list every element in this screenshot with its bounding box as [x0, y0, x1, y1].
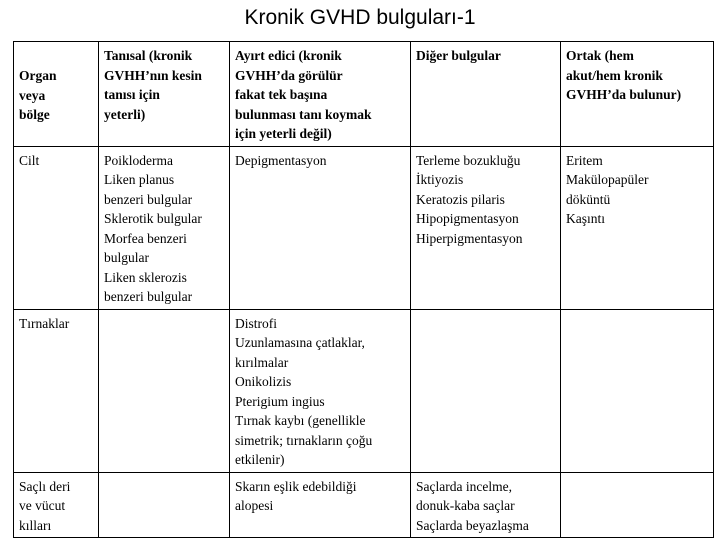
- cell-text-line: etkilenir): [235, 452, 285, 467]
- header-row-common-cell: [561, 42, 714, 147]
- row-nails-diagnostic-cell: [99, 309, 230, 472]
- cell-text-line: Hiperpigmentasyon: [416, 230, 523, 246]
- cell-text-line: Ayırt edici (kronik: [235, 48, 342, 63]
- row-nails-distinctive-cell: [230, 309, 411, 472]
- cell-text-line: Saçlı deri: [19, 478, 71, 494]
- row-nails: [14, 309, 714, 472]
- cell-text-line: benzeri bulgular: [104, 289, 193, 304]
- cell-text-line: İktiyozis: [416, 172, 464, 187]
- cell-text-line: Tırnaklar: [19, 315, 70, 331]
- row-hair-other-cell: [411, 472, 561, 538]
- cell-text-line: Uzunlamasına çatlaklar,: [235, 335, 365, 350]
- cell-text-line: GVHH’da görülür: [235, 67, 343, 83]
- cell-text-line: Eritem: [566, 152, 603, 168]
- cell-text-line: bölge: [19, 107, 50, 122]
- row-nails-organ-cell: [14, 309, 99, 472]
- header-row: [14, 42, 714, 147]
- cell-text-line: kırılmalar: [235, 354, 289, 370]
- header-row-distinctive-cell: [230, 42, 411, 147]
- cell-text-line: Sklerotik bulgular: [104, 211, 202, 226]
- cell-text-line: bulunması tanı koymak: [235, 106, 372, 122]
- cell-text-line: akut/hem kronik: [566, 67, 663, 83]
- cell-text-line: Organ: [19, 68, 57, 83]
- row-skin: [14, 146, 714, 309]
- cell-text-line: Saçlarda beyazlaşma: [416, 517, 529, 533]
- row-nails-common-cell: [561, 309, 714, 472]
- cell-text-line: Tanısal (kronik: [104, 48, 193, 63]
- cell-text-line: ve vücut: [19, 498, 66, 513]
- cell-text-line: alopesi: [235, 498, 274, 513]
- slide-title: Kronik GVHD bulguları-1: [244, 6, 476, 29]
- cell-text-line: Poikloderma: [104, 152, 173, 168]
- cell-text-line: Distrofi: [235, 315, 277, 331]
- header-row-diagnostic-cell: [99, 42, 230, 147]
- cell-text-line: Diğer bulgular: [416, 48, 501, 63]
- row-hair-organ-cell: [14, 472, 99, 538]
- cell-text-line: Depigmentasyon: [235, 152, 327, 168]
- row-nails-other-cell: [411, 309, 561, 472]
- gvhd-findings-table: [13, 41, 714, 538]
- cell-text-line: Cilt: [19, 152, 40, 168]
- cell-text-line: Tırnak kaybı (genellikle: [235, 413, 366, 428]
- cell-text-line: Kaşıntı: [566, 211, 605, 226]
- cell-text-line: bulgular: [104, 250, 149, 265]
- row-skin-common-cell: [561, 146, 714, 309]
- cell-text-line: Morfea benzeri: [104, 230, 187, 246]
- cell-text-line: Saçlarda incelme,: [416, 478, 512, 494]
- cell-text-line: kılları: [19, 517, 52, 533]
- cell-text-line: Onikolizis: [235, 374, 292, 389]
- cell-text-line: Pterigium ingius: [235, 393, 325, 409]
- row-skin-diagnostic-cell: [99, 146, 230, 309]
- row-skin-other-cell: [411, 146, 561, 309]
- row-hair-distinctive-cell: [230, 472, 411, 538]
- cell-text-line: veya: [19, 87, 46, 103]
- header-row-organ-cell: [14, 42, 99, 147]
- cell-text-line: Liken planus: [104, 172, 175, 187]
- row-skin-distinctive-cell: [230, 146, 411, 309]
- cell-text-line: GVHH’da bulunur): [566, 87, 682, 102]
- cell-text-line: tanısı için: [104, 87, 160, 102]
- cell-text-line: GVHH’nın kesin: [104, 67, 202, 83]
- cell-text-line: fakat tek başına: [235, 87, 328, 102]
- cell-text-line: donuk-kaba saçlar: [416, 498, 515, 513]
- row-skin-organ-cell: [14, 146, 99, 309]
- cell-text-line: Makülopapüler: [566, 172, 649, 187]
- row-hair: [14, 472, 714, 538]
- cell-text-line: Ortak (hem: [566, 48, 634, 63]
- cell-text-line: benzeri bulgular: [104, 191, 193, 207]
- cell-text-line: Skarın eşlik edebildiği: [235, 478, 357, 494]
- cell-text-line: Liken sklerozis: [104, 269, 187, 285]
- cell-text-line: simetrik; tırnakların çoğu: [235, 432, 373, 448]
- cell-text-line: Hipopigmentasyon: [416, 211, 519, 226]
- row-hair-common-cell: [561, 472, 714, 538]
- cell-text-line: döküntü: [566, 191, 611, 207]
- header-row-other-cell: [411, 42, 561, 147]
- cell-text-line: için yeterli değil): [235, 126, 332, 141]
- cell-text-line: Terleme bozukluğu: [416, 152, 521, 168]
- cell-text-line: yeterli): [104, 106, 146, 122]
- cell-text-line: Keratozis pilaris: [416, 191, 505, 207]
- row-hair-diagnostic-cell: [99, 472, 230, 538]
